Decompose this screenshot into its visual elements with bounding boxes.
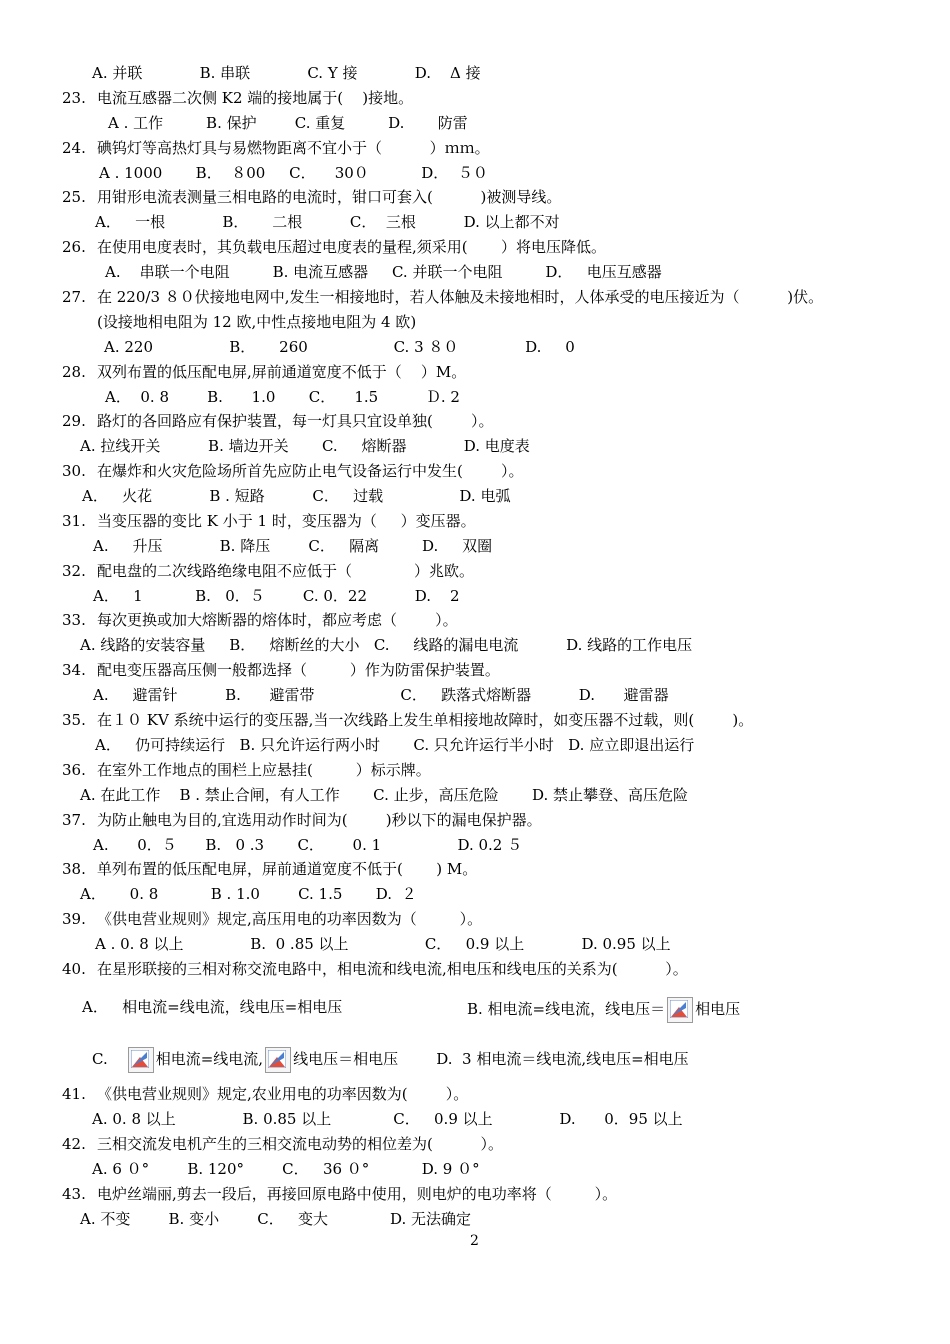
- option-a: A． 相电流=线电流，线电压=相电压: [82, 998, 343, 1016]
- question-number: 32.: [62, 562, 86, 580]
- question-number: 28.: [62, 363, 86, 381]
- page-number: 2: [470, 1233, 479, 1249]
- question-32: [62, 561, 474, 581]
- option-line: A . 1000 B． ８00 C． 30０ D． ５０: [99, 164, 488, 182]
- question-41: [62, 1084, 468, 1104]
- question-text: 碘钨灯等高热灯具与易燃物距离不宜小于（ ）ｍｍ。: [97, 139, 490, 157]
- question-text: 双列布置的低压配电屏,屏前通道宽度不低于（ ）M。: [97, 363, 467, 381]
- question-34: [62, 660, 500, 680]
- option-b: [467, 997, 740, 1017]
- question-number: 24.: [62, 139, 86, 157]
- option-line: A. 220 B． 260 C. 3 ８０ D. 0: [104, 338, 575, 356]
- question-number: 37.: [62, 811, 86, 829]
- question-number: 39.: [62, 910, 86, 928]
- option-line: A. 0．５ B. 0 .3 C． 0. 1 D. 0.2 ５: [93, 836, 523, 854]
- option-line: A. 不变 B. 变小 C． 变大 D. 无法确定: [80, 1210, 472, 1228]
- question-text: 为防止触电为目的,宜选用动作时间为( )秒以下的漏电保护器。: [97, 811, 542, 829]
- option-line: A． 仍可持续运行 B. 只允许运行两小时 C. 只允许运行半小时 D. 应立即退出运行: [95, 736, 695, 754]
- question-37: [62, 810, 542, 830]
- question-number: 33.: [62, 611, 86, 629]
- option-line: A. 6 ０° B. 120° C． 36 ０° D. 9 ０°: [92, 1160, 480, 1178]
- option-line: A. 升压 B. 降压 C． 隔离 D. 双圈: [93, 537, 493, 555]
- broken-image-icon: [265, 1047, 291, 1073]
- question-43: [62, 1184, 617, 1204]
- option-b-suffix: 相电压: [695, 1000, 741, 1018]
- question-28: [62, 362, 466, 382]
- question-text: 三相交流发电机产生的三相交流电动势的相位差为( ）。: [97, 1135, 504, 1153]
- option-line: A． 0. 8 B. 1.0 C． 1.5 Ｄ. 2: [105, 388, 460, 406]
- option-line: A. 并联 B. 串联 C. Y 接 D. Δ 接: [92, 64, 481, 82]
- broken-image-icon: [667, 997, 693, 1023]
- question-text: 用钳形电流表测量三相电路的电流时，钳口可套入( )被测导线。: [97, 188, 562, 206]
- broken-image-icon: [128, 1047, 154, 1073]
- question-36: [62, 760, 431, 780]
- question-number: 26.: [62, 238, 86, 256]
- question-text: 在爆炸和火灾危险场所首先应防止电气设备运行中发生( ）。: [97, 462, 524, 480]
- question-23: [62, 88, 413, 108]
- question-number: 38.: [62, 860, 86, 878]
- option-c: [92, 1047, 689, 1067]
- question-number: 30.: [62, 462, 86, 480]
- option-line: A. 拉线开关 B. 墙边开关 C. 熔断器 D. 电度表: [80, 437, 530, 455]
- question-number: 35.: [62, 711, 86, 729]
- option-line: A． 火花 B . 短路 C． 过载 D. 电弧: [82, 487, 511, 505]
- question-24: [62, 138, 490, 158]
- question-text: 在 220/3 ８０伏接地电网中,发生一相接地时，若人体触及未接地相时，人体承受的电压接近为（ )伏。: [97, 288, 824, 306]
- option-line: A. 在此工作 B . 禁止合闸，有人工作 C. 止步，高压危险 D. 禁止攀登、高压危险: [80, 786, 689, 804]
- question-text: 当变压器的变比 K 小于 1 时，变压器为（ ）变压器。: [97, 512, 476, 530]
- question-text: 在１０ KV 系统中运行的变压器,当一次线路上发生单相接地故障时，如变压器不过载，则( )。: [97, 711, 754, 729]
- option-line: A. 0. 8 以上 B. 0.85 以上 C． 0.9 以上 D. 0．95 以上: [92, 1110, 683, 1128]
- question-text: 在星形联接的三相对称交流电路中，相电流和线电流,相电压和线电压的关系为( ）。: [97, 960, 688, 978]
- question-35: [62, 710, 753, 730]
- question-number: 40.: [62, 960, 86, 978]
- question-30: [62, 461, 524, 481]
- question-39: [62, 909, 482, 929]
- option-line: A . 工作 B. 保护 C. 重复 D. 防雷: [108, 114, 468, 132]
- question-number: 43.: [62, 1185, 86, 1203]
- question-number: 23.: [62, 89, 86, 107]
- question-text: 路灯的各回路应有保护装置，每一灯具只宜设单独( ）。: [97, 412, 494, 430]
- question-text: 每次更换或加大熔断器的熔体时，都应考虑（ ）。: [97, 611, 458, 629]
- question-33: [62, 610, 458, 630]
- question-number: 31.: [62, 512, 86, 530]
- question-40: [62, 959, 688, 979]
- question-number: 27.: [62, 288, 86, 306]
- option-line: A． 一根 B． 二根 C． 三根 D. 以上都不对: [95, 213, 560, 231]
- question-number: 29.: [62, 412, 86, 430]
- option-line: A. 避雷针 B. 避雷带 C． 跌落式熔断器 D. 避雷器: [93, 686, 669, 704]
- question-note: (设接地相电阻为 12 欧,中性点接地电阻为 4 欧): [97, 313, 417, 331]
- question-number: 36.: [62, 761, 86, 779]
- question-27: [62, 287, 823, 307]
- question-38: [62, 859, 477, 879]
- option-c-letter: C.: [92, 1050, 108, 1068]
- question-29: [62, 411, 494, 431]
- question-text: 电炉丝端丽,剪去一段后，再接回原电路中使用，则电炉的电功率将（ ）。: [97, 1185, 618, 1203]
- question-text: 配电变压器高压侧一般都选择（ ）作为防雷保护装置。: [97, 661, 500, 679]
- option-line: A． 1 B. 0．５ C. 0．22 D. 2: [93, 587, 460, 605]
- question-number: 41.: [62, 1085, 86, 1103]
- option-line: A . 0. 8 以上 B. 0 .85 以上 C． 0.9 以上 D. 0.95 以上: [95, 935, 671, 953]
- option-b-text: B. 相电流=线电流，线电压＝: [467, 1000, 666, 1018]
- question-number: 34.: [62, 661, 86, 679]
- question-31: [62, 511, 476, 531]
- question-text: 配电盘的二次线路绝缘电阻不应低于（ ）兆欧。: [97, 562, 474, 580]
- question-number: 25.: [62, 188, 86, 206]
- question-number: 42.: [62, 1135, 86, 1153]
- question-text: 单列布置的低压配电屏，屏前通道宽度不低于( ) M。: [97, 860, 478, 878]
- question-text: 《供电营业规则》规定,高压用电的功率因数为（ ）。: [97, 910, 483, 928]
- question-text: 在室外工作地点的围栏上应悬挂( ）标示牌。: [97, 761, 431, 779]
- option-line: A． 0. 8 B . 1.0 C. 1.5 D. ２: [80, 885, 417, 903]
- question-42: [62, 1134, 503, 1154]
- question-26: [62, 237, 606, 257]
- option-line: A. 串联一个电阻 B. 电流互感器 C. 并联一个电阻 D． 电压互感器: [105, 263, 662, 281]
- question-25: [62, 187, 561, 207]
- question-text: 《供电营业规则》规定,农业用电的功率因数为( ）。: [97, 1085, 469, 1103]
- question-text: 电流互感器二次侧 K2 端的接地属于( )接地。: [97, 89, 414, 107]
- option-c-text: 相电流=线电流,: [155, 1050, 264, 1068]
- question-text: 在使用电度表时，其负载电压超过电度表的量程,须采用( ）将电压降低。: [97, 238, 606, 256]
- option-c-d-text: 线电压＝相电压 D. 3 相电流＝线电流,线电压=相电压: [293, 1050, 689, 1068]
- option-line: A. 线路的安装容量 B． 熔断丝的大小 C. 线路的漏电电流 D. 线路的工作电压: [80, 636, 693, 654]
